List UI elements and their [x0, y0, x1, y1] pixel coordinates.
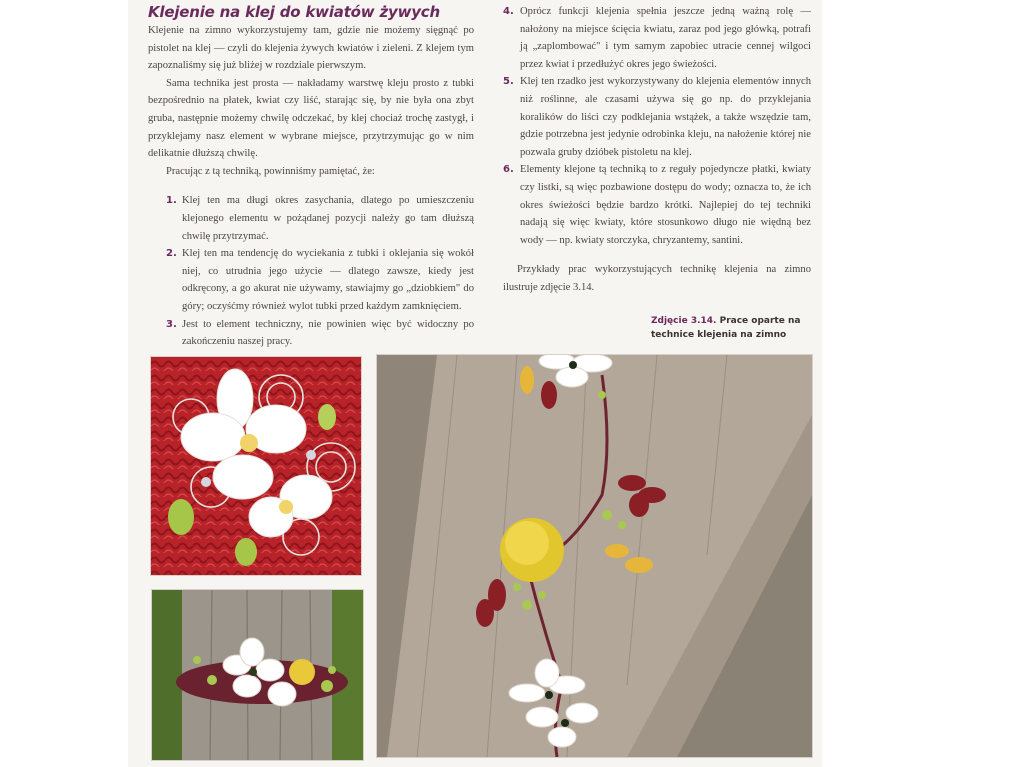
list-item	[503, 3, 811, 73]
caption-text: Prace oparte na technice klejenia na zimno	[651, 316, 801, 340]
paragraph: Klejenie na zimno wykorzystujemy tam, gdzie nie możemy sięgnąć po pistolet na klej — czyli do klejenia żywych kwiatów i zieleni. Z klejem tym zapoznaliśmy się już bliżej w rozdziale pierwszym.	[148, 25, 474, 72]
list-item-text: Klej ten ma tendencję do wyciekania z tubki i oklejania się wokół niej, co utrudnia jego użycie — dlatego zawsze, kiedy jest odkręcony, a go akurat nie używamy, stawiajmy go „dziobkiem" do góry; oczyśćmy również wylot tubki przed każdym zamknięciem.	[182, 248, 474, 312]
photo-flower-band	[151, 589, 364, 761]
figure-caption	[651, 314, 801, 342]
orchid-corsage-image	[151, 357, 361, 575]
list-item-text: Klej ten rzadko jest wykorzystywany do klejenia elementów innych niż roślinne, ale czasami używa się go np. do przyklejania koralików do liści czy podklejania wstążek, a także wszędzie tam, gdzie potrzebna jest jedynie odrobinka kleju, na nałożenie której nie pozwala gruby dzióbek pistoletu na klej.	[520, 76, 811, 158]
flower-band-image	[152, 590, 363, 760]
outro-paragraph: Przykłady prac wykorzystujących technikę klejenia na zimno ilustruje zdjęcie 3.14.	[503, 264, 811, 293]
list-number: 2.	[166, 248, 177, 260]
list-item	[148, 192, 474, 245]
list-item-text: Oprócz funkcji klejenia spełnia jeszcze jedną ważną rolę — nałożony na miejsce ścięcia kwiatu, zaraz pod jego główką, potrafi ją „zaplombować" i tym samym zapobiec utracie cennej wilgoci przez kwiat i przedłużyć okres jego świeżości.	[520, 6, 811, 70]
list-item-text: Jest to element techniczny, nie powinien więc być widoczny po zakończeniu naszej pracy.	[182, 318, 474, 348]
flower-chain-image	[377, 355, 812, 757]
paragraph: Sama technika jest prosta — nakładamy warstwę kleju prosto z tubki bezpośrednio na płatek, kwiat czy liść, starając się, by nie była ona zbyt gruba, następnie możemy chwilę odczekać, by klej chociaż trochę zastygł, i przyklejamy nasz element w wybrane miejsce, przytrzymując go w nim delikatnie dłuższą chwilę.	[148, 77, 474, 160]
list-number: 4.	[503, 6, 514, 17]
list-item-text: Klej ten ma długi okres zasychania, dlatego po umieszczeniu klejonego elementu w pożądanej pozycji należy go tam dłuższą chwilę przytrzymać.	[182, 195, 474, 242]
photo-flower-chain-on-wood	[376, 354, 813, 758]
list-item	[503, 161, 811, 249]
list-item	[148, 316, 474, 351]
numbered-list	[503, 3, 811, 249]
right-text-column	[503, 3, 811, 297]
caption-label: Zdjęcie 3.14.	[651, 316, 717, 326]
list-number: 3.	[166, 318, 177, 330]
list-item-text: Elementy klejone tą techniką to z reguły pojedyncze płatki, kwiaty czy listki, są więc pozbawione dostępu do wody; oznacza to, że ich okres świeżości będzie bardzo krótki. Najlepiej do tej techniki nadają się więc kwiaty, które stosunkowo długo nie więdną bez wody — np. kwiaty storczyka, chryzantemy, santini.	[520, 164, 811, 246]
paragraph: Pracując z tą techniką, powinniśmy pamiętać, że:	[166, 165, 375, 177]
list-number: 1.	[166, 195, 177, 207]
numbered-list	[148, 192, 474, 350]
list-item	[148, 245, 474, 315]
section-heading: Klejenie na klej do kwiatów żywych	[148, 3, 440, 21]
list-item	[503, 73, 811, 161]
list-number: 5.	[503, 76, 514, 88]
left-text-column	[148, 22, 474, 351]
list-number: 6.	[503, 164, 514, 176]
photo-orchid-corsage	[150, 356, 362, 576]
